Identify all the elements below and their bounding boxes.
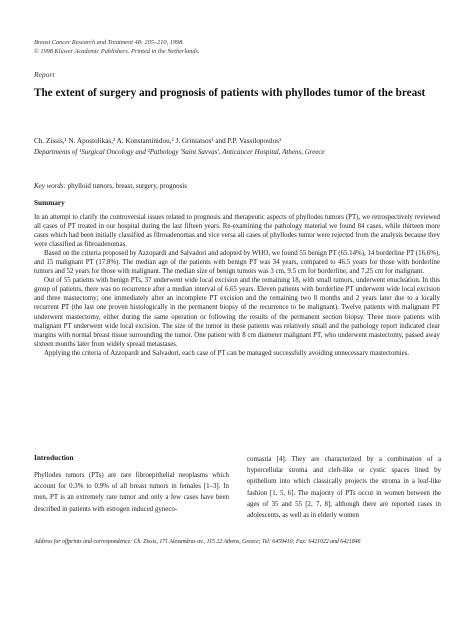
author-list: Ch. Zissis,¹ N. Apostolikas,² A. Konstantinidou,² J. Griniatsos¹ and P.P. Vassilopoulos¹: [34, 137, 282, 145]
keywords-text: phylloid tumors, breast, surgery, prognosis: [67, 182, 187, 190]
summary-body: [34, 213, 440, 358]
journal-copyright: © 1998 Kluwer Academic Publishers. Printed in the Netherlands.: [34, 48, 200, 55]
summary-paragraph: Out of 55 patients with benign PTs, 37 underwent wide local excision and the remaining 18, with small tumors, underwent enucleation. In this group of patients, there was no recurrence after a median interval of 6.65 years. Eleven patients with borderline PT underwent wide local excision and three mastectomy; one immediately after an incomplete PT excision and the remaining two 8 months and 2 years later due to a locally recurrent PT (the last one proven histologically in the permanent biopsy of the recurrence to be malignant). Twelve patients with malignant PT underwent mastectomy, either during the same operation or following the results of the permanent section biopsy. Three more patients with malignant PT underwent wide local excision. The size of the tumor in these patients was relatively small and the pathology report indicated clear margins with normal breast tissue surrounding the tumor. One patient with 8 cm diameter malignant PT, who underwent mastectomy, passed away sixteen months later from widely spread metastases.: [34, 277, 440, 348]
affiliations: Departments of ¹Surgical Oncology and ²Pathology 'Saint Savvas', Anticancer Hospital, Athens, Greece: [34, 148, 325, 156]
intro-paragraph-left: Phyllodes tumors (PTs) are rare fibroepithelial neoplasms which account for 0.3% to 0.9% of all breast tumors in females [1–3]. In men, PT is an extremely rare tumor and only a few cases have been described in patients with estrogen induced gyneco-: [34, 472, 229, 513]
summary-paragraph: Applying the criteria of Azzopardi and Salvadori, each case of PT can be managed successfully avoiding unnecessary mastectomies.: [44, 349, 410, 357]
correspondence-footnote: Address for offprints and correspondence: Ch. Zissis, 171 Alexandras av., 115 22 Athens, Greece; Tel: 6459410; Fax: 6421022 and 6421846: [34, 539, 361, 545]
article-title: The extent of surgery and prognosis of patients with phyllodes tumor of the breast: [34, 87, 426, 99]
introduction-heading: Introduction: [34, 453, 74, 462]
summary-paragraph: Based on the criteria proposed by Azzopardi and Salvadori and adopted by WHO, we found 55 benign PT (65.14%), 14 borderline PT (16.6%), and 15 malignant PT (17.8%). The median age of the patients with benign PT was 34 years, compared to 46.5 years for those with borderline tumors and 52 years for those with malignant. The median size of benign tumors was 3 cm, 9.5 cm for borderline, and 7.25 cm for malignant.: [34, 250, 440, 276]
intro-paragraph-right: comastia [4]. They are characterized by a combination of a hypercellular stroma and cleft-like or cystic spaces lined by epithelium into which classically projects the stroma in a leaf-like fashion [1, 5, 6]. The majority of PTs occur in women between the ages of 35 and 55 [2, 7, 8], although there are reported cases in adolescents, as well as in elderly women: [247, 456, 441, 520]
keywords-line: [34, 182, 434, 190]
journal-citation: Breast Cancer Research and Treatment 48: 205–210, 1998.: [34, 39, 184, 46]
section-label: Report: [34, 70, 55, 79]
introduction-right-column: [247, 454, 441, 521]
summary-paragraph: In an attempt to clarify the controversial issues related to prognosis and therapeutic aspects of phyllodes tumors (PT), we retrospectively reviewed all cases of PT treated in our hospital during the last fifteen years. Re-examining the pathology material we found 84 cases, while thirteen more cases which had been initially classified as fibroadenomas and vice versa all cases of phyllodes tumor were rejected from the analysis because they were classified as fibroadenomas.: [34, 214, 440, 249]
journal-header: [34, 38, 200, 56]
summary-heading: Summary: [34, 198, 65, 207]
introduction-left-column: [34, 470, 229, 515]
keywords-label: Key words:: [34, 182, 66, 190]
